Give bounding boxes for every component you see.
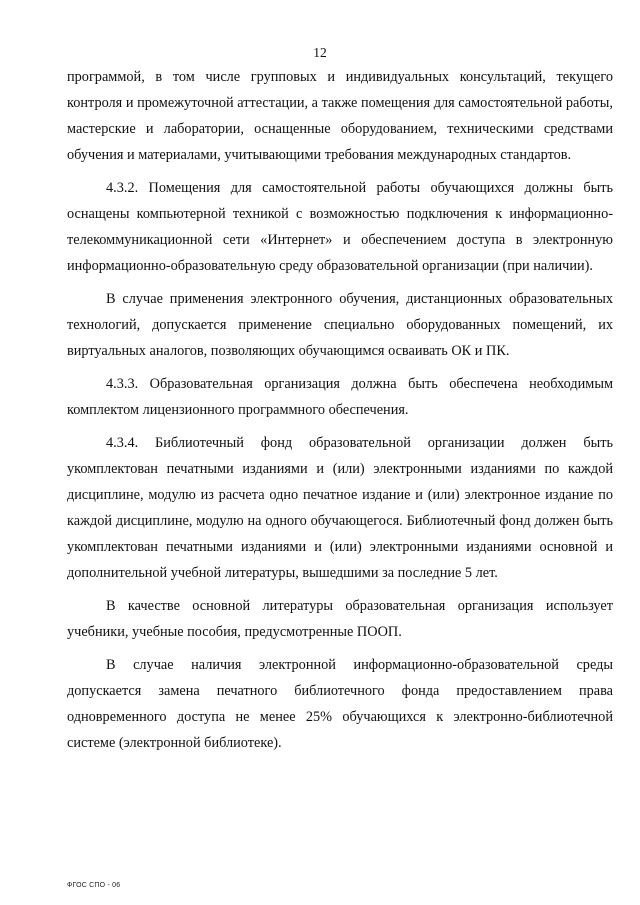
paragraph-4-3-2: 4.3.2. Помещения для самостоятельной работы обучающихся должны быть оснащены компьютерной техникой с возможностью подключения к информационно-телекоммуникационной сети «Интернет» и обеспечением доступа в электронную информационно-образовательную среду образовательной организации (при наличии).: [67, 180, 613, 274]
paragraph-electronic-library: В случае наличия электронной информационно-образовательной среды допускается замена печатного библиотечного фонда предоставлением права одновременного доступа не менее 25% обучающихся к электронно-библиотечной системе (электронной библиотеке).: [67, 657, 613, 751]
paragraph-main-literature: В качестве основной литературы образовательная организация использует учебники, учебные пособия, предусмотренные ПООП.: [67, 598, 613, 640]
paragraph-4-3-3: 4.3.3. Образовательная организация должна быть обеспечена необходимым комплектом лицензионного программного обеспечения.: [67, 376, 613, 418]
paragraph-continuation: программой, в том числе групповых и индивидуальных консультаций, текущего контроля и промежуточной аттестации, а также помещения для самостоятельной работы, мастерские и лаборатории, оснащенные оборудованием, техническими средствами обучения и материалами, учитывающими требования международных стандартов.: [67, 69, 613, 163]
paragraph-4-3-4: 4.3.4. Библиотечный фонд образовательной организации должен быть укомплектован печатными изданиями и (или) электронными изданиями по каждой дисциплине, модулю из расчета одно печатное издание и (или) электронное издание по каждой дисциплине, модулю на одного обучающегося. Библиотечный фонд должен быть укомплектован печатными изданиями и (или) электронными изданиями основной и дополнительной учебной литературы, вышедшими за последние 5 лет.: [67, 435, 613, 581]
paragraph-electronic-learning: В случае применения электронного обучения, дистанционных образовательных технологий, допускается применение специально оборудованных помещений, их виртуальных аналогов, позволяющих обучающимся осваивать ОК и ПК.: [67, 291, 613, 359]
page-number: 12: [313, 45, 327, 60]
body-text: [67, 64, 613, 756]
footer-doc-code: ФГОС СПО - 06: [67, 882, 121, 889]
